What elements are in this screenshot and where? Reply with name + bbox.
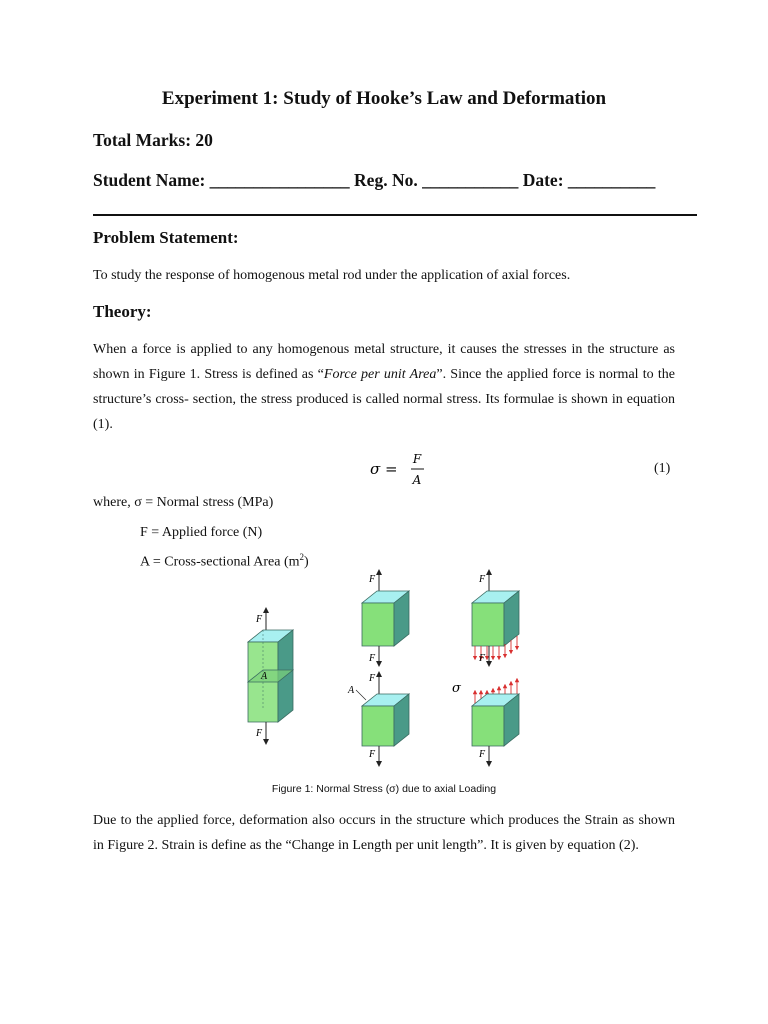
label-area: A bbox=[348, 685, 355, 696]
definition-area-close: ) bbox=[304, 554, 309, 570]
definition-sigma: where, σ = Normal stress (MPa) bbox=[93, 495, 274, 510]
label-force: F bbox=[369, 673, 376, 684]
label-force-top: F bbox=[256, 614, 263, 625]
theory-paragraph bbox=[93, 337, 675, 437]
theory-heading: Theory: bbox=[93, 302, 152, 321]
cube-upper-free-body bbox=[362, 572, 409, 664]
cube-lower-free-body bbox=[347, 673, 409, 764]
theory-text-part-2: ”. Since the applied force is normal to the structure’s cross- section, the stress produced is called normal stress. Its formulae is shown in equation (1). bbox=[93, 367, 675, 432]
label-force: F bbox=[479, 749, 486, 760]
label-force: F bbox=[369, 653, 376, 664]
equation-number: (1) bbox=[654, 461, 671, 476]
header-divider bbox=[93, 214, 697, 216]
label-force: F bbox=[369, 574, 376, 585]
equation-lhs: σ = bbox=[370, 460, 398, 478]
cube-upper-stress bbox=[472, 572, 519, 664]
theory-text-italic: Force per unit Area bbox=[323, 367, 437, 382]
theory-text-part-1: When a force is applied to any homogenous metal structure, it causes the stresses in the structure as shown in Figure 1. Stress is defined as “ bbox=[93, 342, 675, 382]
problem-statement-text: To study the response of homogenous metal rod under the application of axial forces. bbox=[93, 268, 571, 283]
figure-normal-stress bbox=[236, 566, 536, 776]
total-marks: Total Marks: 20 bbox=[93, 130, 213, 150]
student-info-line: Student Name: ________________ Reg. No. ___________ Date: __________ bbox=[93, 170, 656, 190]
label-force-bottom: F bbox=[256, 728, 263, 739]
problem-statement-heading: Problem Statement: bbox=[93, 228, 239, 247]
figure-caption: Figure 1: Normal Stress (σ) due to axial Loading bbox=[271, 783, 497, 795]
stress-equation bbox=[370, 450, 430, 490]
document-title: Experiment 1: Study of Hooke’s Law and Deformation bbox=[161, 88, 607, 109]
label-force: F bbox=[479, 653, 486, 664]
label-force: F bbox=[479, 574, 486, 585]
equation-numerator: F bbox=[412, 452, 422, 466]
definition-area-text: A = Cross-sectional Area (m bbox=[140, 554, 300, 570]
label-force: F bbox=[369, 749, 376, 760]
cube-lower-stress bbox=[452, 680, 519, 764]
rod-with-section bbox=[248, 610, 293, 742]
strain-paragraph: Due to the applied force, deformation also occurs in the structure which produces the Strain as shown in Figure 2. Strain is define as the “Change in Length per unit length”. It is given by equation (2). bbox=[93, 813, 675, 853]
definition-area-exponent: 2 bbox=[299, 552, 305, 562]
definition-force: F = Applied force (N) bbox=[140, 525, 263, 540]
label-area-rod: A bbox=[261, 671, 268, 682]
equation-denominator: A bbox=[412, 473, 422, 487]
label-sigma: σ bbox=[452, 681, 461, 696]
